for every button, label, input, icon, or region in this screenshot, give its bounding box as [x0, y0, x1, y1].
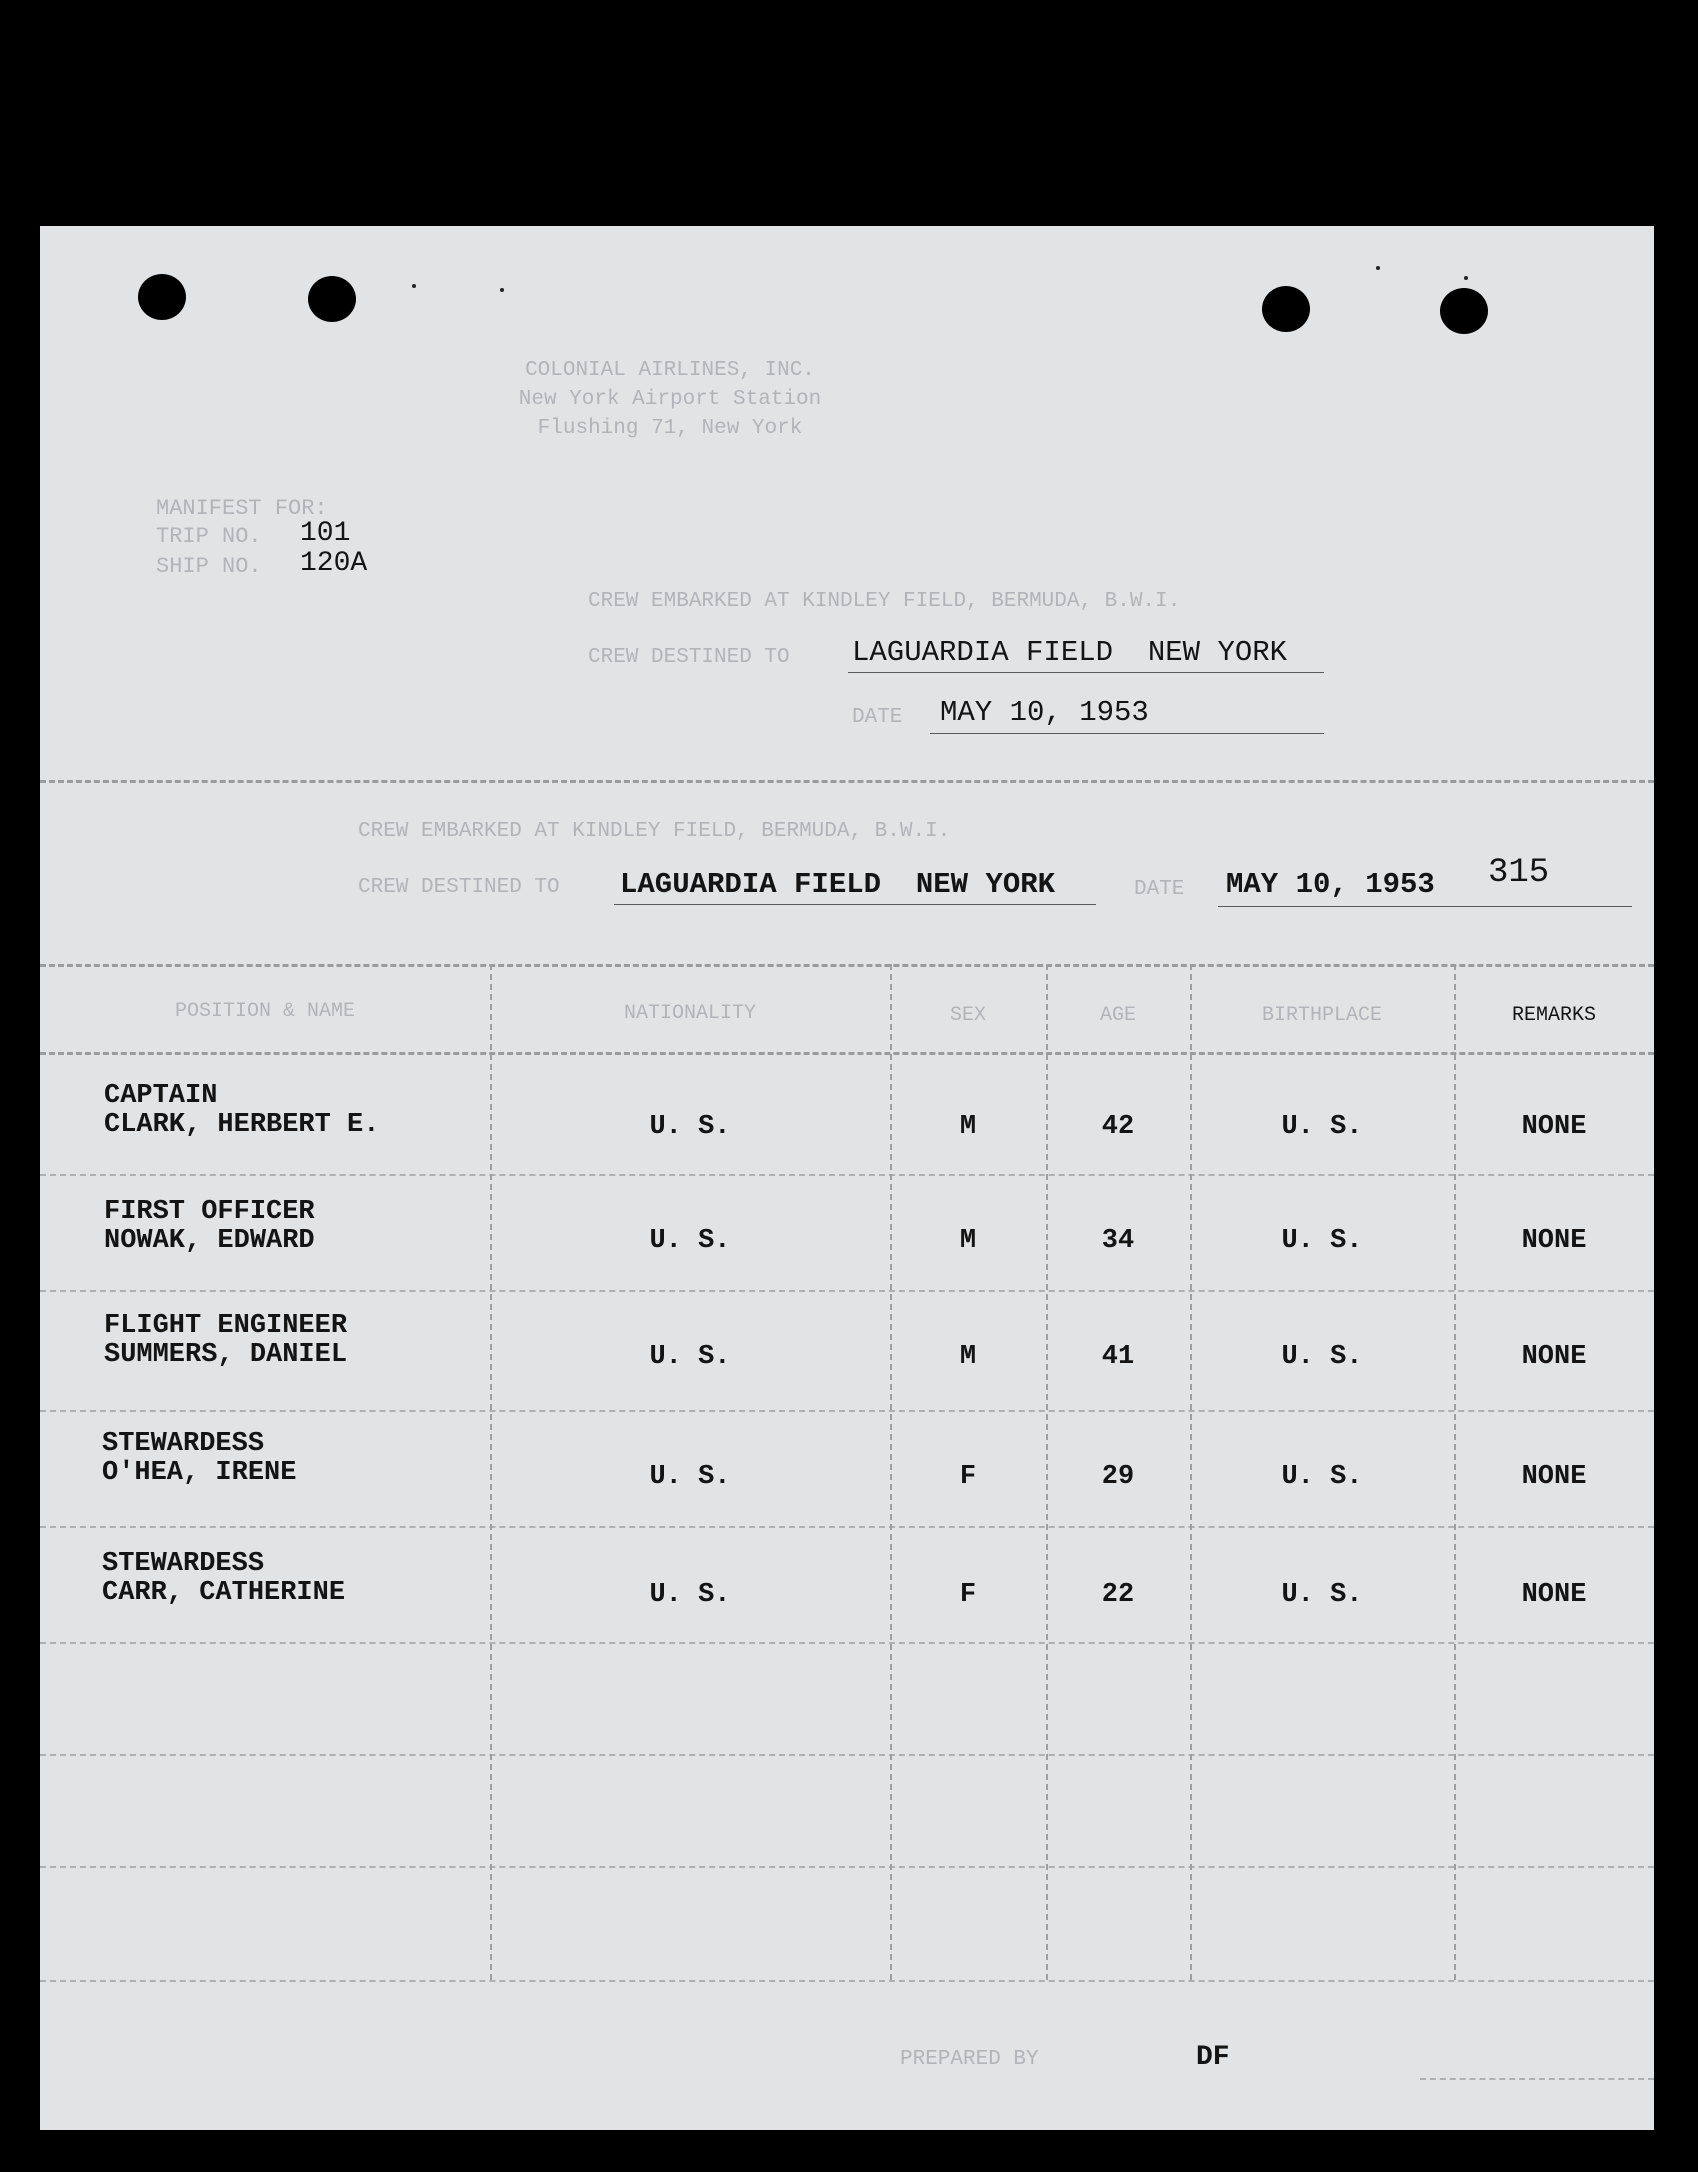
crew-nationality: U. S.: [649, 1342, 731, 1372]
separator-line: [40, 780, 1654, 783]
crew-position: STEWARDESS: [102, 1429, 265, 1459]
crew-birthplace: U. S.: [1281, 1112, 1363, 1142]
trip-label: TRIP NO.: [156, 524, 262, 549]
crew-remarks: NONE: [1521, 1226, 1587, 1256]
prepared-by-label: PREPARED BY: [900, 2048, 1039, 2071]
row-divider: [40, 1866, 1654, 1868]
crew-age: 22: [1101, 1580, 1135, 1610]
crew-position: CAPTAIN: [104, 1081, 218, 1111]
speck: [1376, 266, 1380, 270]
date-value-second: MAY 10, 1953: [1226, 868, 1435, 901]
ship-label: SHIP NO.: [156, 554, 262, 579]
crew-nationality: U. S.: [649, 1112, 731, 1142]
header-remarks: REMARKS: [1511, 1004, 1596, 1027]
row-divider: [40, 1174, 1654, 1176]
crew-position: STEWARDESS: [102, 1549, 265, 1579]
crew-age: 34: [1101, 1226, 1135, 1256]
destined-label-second: CREW DESTINED TO: [358, 876, 560, 899]
crew-name: CARR, CATHERINE: [102, 1578, 346, 1608]
header-position-name: POSITION & NAME: [174, 1000, 356, 1023]
row-divider: [40, 1526, 1654, 1528]
crew-name: CLARK, HERBERT E.: [104, 1110, 380, 1140]
footer-line: [1420, 2078, 1654, 2080]
embarked-line-top: CREW EMBARKED AT KINDLEY FIELD, BERMUDA, B.W.I.: [588, 590, 1181, 613]
crew-name: SUMMERS, DANIEL: [104, 1340, 348, 1370]
crew-sex: F: [959, 1580, 977, 1610]
date-underline-second: [1218, 906, 1632, 907]
punch-hole: [138, 274, 186, 320]
row-divider: [40, 1410, 1654, 1412]
crew-remarks: NONE: [1521, 1462, 1587, 1492]
punch-hole: [1262, 286, 1310, 332]
speck: [1464, 276, 1468, 280]
crew-nationality: U. S.: [649, 1462, 731, 1492]
letterhead-city: Flushing 71, New York: [537, 417, 803, 440]
prepared-by-value: DF: [1196, 2042, 1230, 2073]
crew-birthplace: U. S.: [1281, 1226, 1363, 1256]
header-nationality: NATIONALITY: [623, 1002, 757, 1025]
crew-age: 29: [1101, 1462, 1135, 1492]
row-divider: [40, 1290, 1654, 1292]
crew-name: NOWAK, EDWARD: [104, 1226, 315, 1256]
ship-number: 120A: [300, 548, 368, 579]
date-value-top: MAY 10, 1953: [940, 696, 1149, 729]
manifest-label: MANIFEST FOR:: [156, 496, 328, 521]
crew-position: FLIGHT ENGINEER: [104, 1311, 348, 1341]
crew-sex: M: [959, 1226, 977, 1256]
crew-remarks: NONE: [1521, 1112, 1587, 1142]
crew-nationality: U. S.: [649, 1226, 731, 1256]
trip-number: 101: [300, 518, 351, 549]
table-top-line: [40, 964, 1654, 967]
crew-birthplace: U. S.: [1281, 1342, 1363, 1372]
crew-sex: F: [959, 1462, 977, 1492]
crew-birthplace: U. S.: [1281, 1462, 1363, 1492]
manifest-page: [40, 226, 1654, 2130]
crew-sex: M: [959, 1342, 977, 1372]
date-label-top: DATE: [852, 706, 903, 729]
crew-name: O'HEA, IRENE: [102, 1458, 297, 1488]
table-header-line: [40, 1052, 1654, 1055]
crew-birthplace: U. S.: [1281, 1580, 1363, 1610]
header-birthplace: BIRTHPLACE: [1261, 1004, 1383, 1027]
date-label-second: DATE: [1134, 878, 1185, 901]
crew-age: 42: [1101, 1112, 1135, 1142]
punch-hole: [308, 276, 356, 322]
row-divider: [40, 1642, 1654, 1644]
crew-position: FIRST OFFICER: [104, 1197, 315, 1227]
destined-underline-top: [848, 672, 1324, 673]
crew-sex: M: [959, 1112, 977, 1142]
crew-nationality: U. S.: [649, 1580, 731, 1610]
date-underline-top: [930, 733, 1324, 734]
crew-remarks: NONE: [1521, 1342, 1587, 1372]
row-divider: [40, 1980, 1654, 1982]
row-divider: [40, 1754, 1654, 1756]
page-number: 315: [1488, 854, 1550, 892]
destined-value-second: LAGUARDIA FIELD NEW YORK: [620, 868, 1056, 901]
speck: [412, 284, 416, 288]
letterhead-station: New York Airport Station: [518, 388, 822, 411]
crew-age: 41: [1101, 1342, 1135, 1372]
header-age: AGE: [1099, 1004, 1136, 1027]
destined-label-top: CREW DESTINED TO: [588, 646, 790, 669]
punch-hole: [1440, 288, 1488, 334]
destined-underline-second: [614, 904, 1096, 905]
destined-value-top: LAGUARDIA FIELD NEW YORK: [852, 636, 1288, 669]
letterhead-company: COLONIAL AIRLINES, INC.: [525, 359, 815, 382]
crew-remarks: NONE: [1521, 1580, 1587, 1610]
header-sex: SEX: [949, 1004, 986, 1027]
speck: [500, 288, 504, 292]
embarked-line-second: CREW EMBARKED AT KINDLEY FIELD, BERMUDA, B.W.I.: [358, 820, 951, 843]
